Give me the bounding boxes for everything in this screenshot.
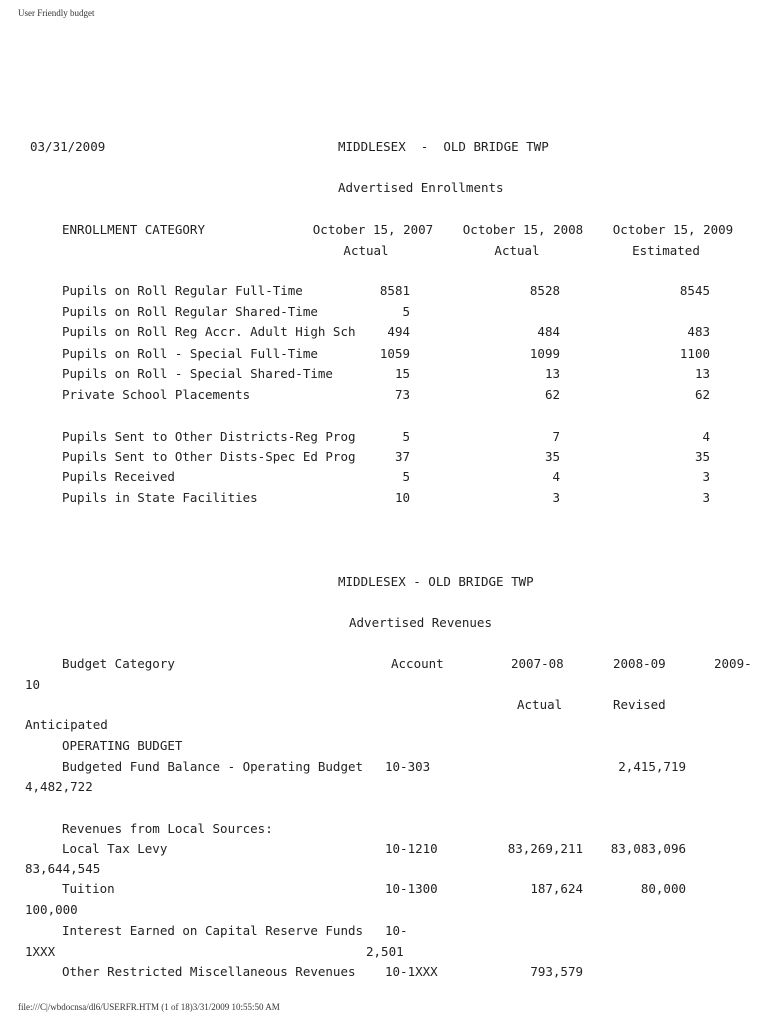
value-2008: 7 <box>552 429 560 444</box>
account-number: 10-303 <box>385 759 431 774</box>
account-number-part2: 1XXX <box>25 944 56 959</box>
value-2009-10: 100,000 <box>25 902 78 917</box>
value-2007: 37 <box>394 449 410 464</box>
col-2007-type: Actual <box>343 243 389 258</box>
row-label: Pupils in State Facilities <box>62 490 258 505</box>
value-2007: 5 <box>402 429 410 444</box>
value-2008-09: 80,000 <box>640 881 686 896</box>
row-label: Pupils on Roll - Special Shared-Time <box>62 366 333 381</box>
row-label: Pupils on Roll - Special Full-Time <box>62 346 318 361</box>
value-2009: 3 <box>702 469 710 484</box>
value-2009-10: 4,482,722 <box>25 779 93 794</box>
revenues-title: Advertised Revenues <box>349 615 492 630</box>
value-2009: 4 <box>702 429 710 444</box>
value-2008: 35 <box>544 449 560 464</box>
report-date: 03/31/2009 <box>30 139 106 154</box>
value-2007: 494 <box>387 324 410 339</box>
value-2007: 5 <box>402 304 410 319</box>
year2-header: 2008-09 <box>613 656 666 671</box>
value-2008: 8528 <box>529 283 560 298</box>
value-2007: 5 <box>402 469 410 484</box>
account-header: Account <box>391 656 444 671</box>
value-2009: 483 <box>687 324 710 339</box>
row-label: Other Restricted Miscellaneous Revenues <box>62 964 356 979</box>
value-2009-10: 83,644,545 <box>25 861 101 876</box>
account-number-part1: 10- <box>385 923 408 938</box>
row-label: Pupils on Roll Reg Accr. Adult High Sch <box>62 324 356 339</box>
col-2007-date: October 15, 2007 <box>312 222 434 237</box>
value-2009: 3 <box>702 490 710 505</box>
value-2008: 484 <box>537 324 560 339</box>
value-2007-08: 187,624 <box>530 881 583 896</box>
budget-category-header: Budget Category <box>62 656 175 671</box>
enrollments-title: Advertised Enrollments <box>338 180 504 195</box>
enrollment-category-header: ENROLLMENT CATEGORY <box>62 222 205 237</box>
account-number: 10-1300 <box>385 881 438 896</box>
district-name: MIDDLESEX - OLD BRIDGE TWP <box>338 139 549 154</box>
year3-subheader: Anticipated <box>25 717 108 732</box>
row-label: Tuition <box>62 881 115 896</box>
value-2009: 1100 <box>679 346 710 361</box>
value-2008: 13 <box>544 366 560 381</box>
value-2008-09: 83,083,096 <box>610 841 686 856</box>
year1-subheader: Actual <box>517 697 563 712</box>
row-label: Interest Earned on Capital Reserve Funds <box>62 923 364 938</box>
row-label: Pupils Sent to Other Districts-Reg Prog <box>62 429 356 444</box>
value-2009: 8545 <box>679 283 710 298</box>
value-2007: 8581 <box>379 283 410 298</box>
col-2009-date: October 15, 2009 <box>612 222 734 237</box>
row-label: Pupils Sent to Other Dists-Spec Ed Prog <box>62 449 356 464</box>
year2-subheader: Revised <box>613 697 666 712</box>
value-2007-08: 2,501 <box>366 944 404 959</box>
year3-header-part1: 2009- <box>714 656 752 671</box>
revenues-district-name: MIDDLESEX - OLD BRIDGE TWP <box>338 574 534 589</box>
col-2009-type: Estimated <box>632 243 700 258</box>
value-2009: 35 <box>694 449 710 464</box>
value-2008: 62 <box>544 387 560 402</box>
year1-header: 2007-08 <box>511 656 564 671</box>
row-label: Pupils on Roll Regular Full-Time <box>62 283 303 298</box>
value-2008-09: 2,415,719 <box>618 759 686 774</box>
value-2009: 62 <box>694 387 710 402</box>
value-2007: 15 <box>394 366 410 381</box>
value-2007: 73 <box>394 387 410 402</box>
value-2007-08: 83,269,211 <box>507 841 583 856</box>
col-2008-type: Actual <box>494 243 540 258</box>
account-number: 10-1XXX <box>385 964 438 979</box>
local-sources-heading: Revenues from Local Sources: <box>62 821 273 836</box>
row-label: Private School Placements <box>62 387 251 402</box>
year3-header-part2: 10 <box>25 677 41 692</box>
footer-file-path: file:///C|/wbdocnsa/dl6/USERFR.HTM (1 of 18)3/31/2009 10:55:50 AM <box>18 1002 280 1012</box>
account-number: 10-1210 <box>385 841 438 856</box>
col-2008-date: October 15, 2008 <box>462 222 584 237</box>
operating-budget-heading: OPERATING BUDGET <box>62 738 183 753</box>
row-label: Local Tax Levy <box>62 841 168 856</box>
value-2008: 4 <box>552 469 560 484</box>
value-2009: 13 <box>694 366 710 381</box>
row-label: Pupils on Roll Regular Shared-Time <box>62 304 318 319</box>
value-2007: 10 <box>394 490 410 505</box>
value-2007-08: 793,579 <box>530 964 583 979</box>
value-2008: 3 <box>552 490 560 505</box>
row-label: Budgeted Fund Balance - Operating Budget <box>62 759 364 774</box>
row-label: Pupils Received <box>62 469 175 484</box>
value-2007: 1059 <box>379 346 410 361</box>
value-2008: 1099 <box>529 346 560 361</box>
document-title: User Friendly budget <box>18 8 95 18</box>
